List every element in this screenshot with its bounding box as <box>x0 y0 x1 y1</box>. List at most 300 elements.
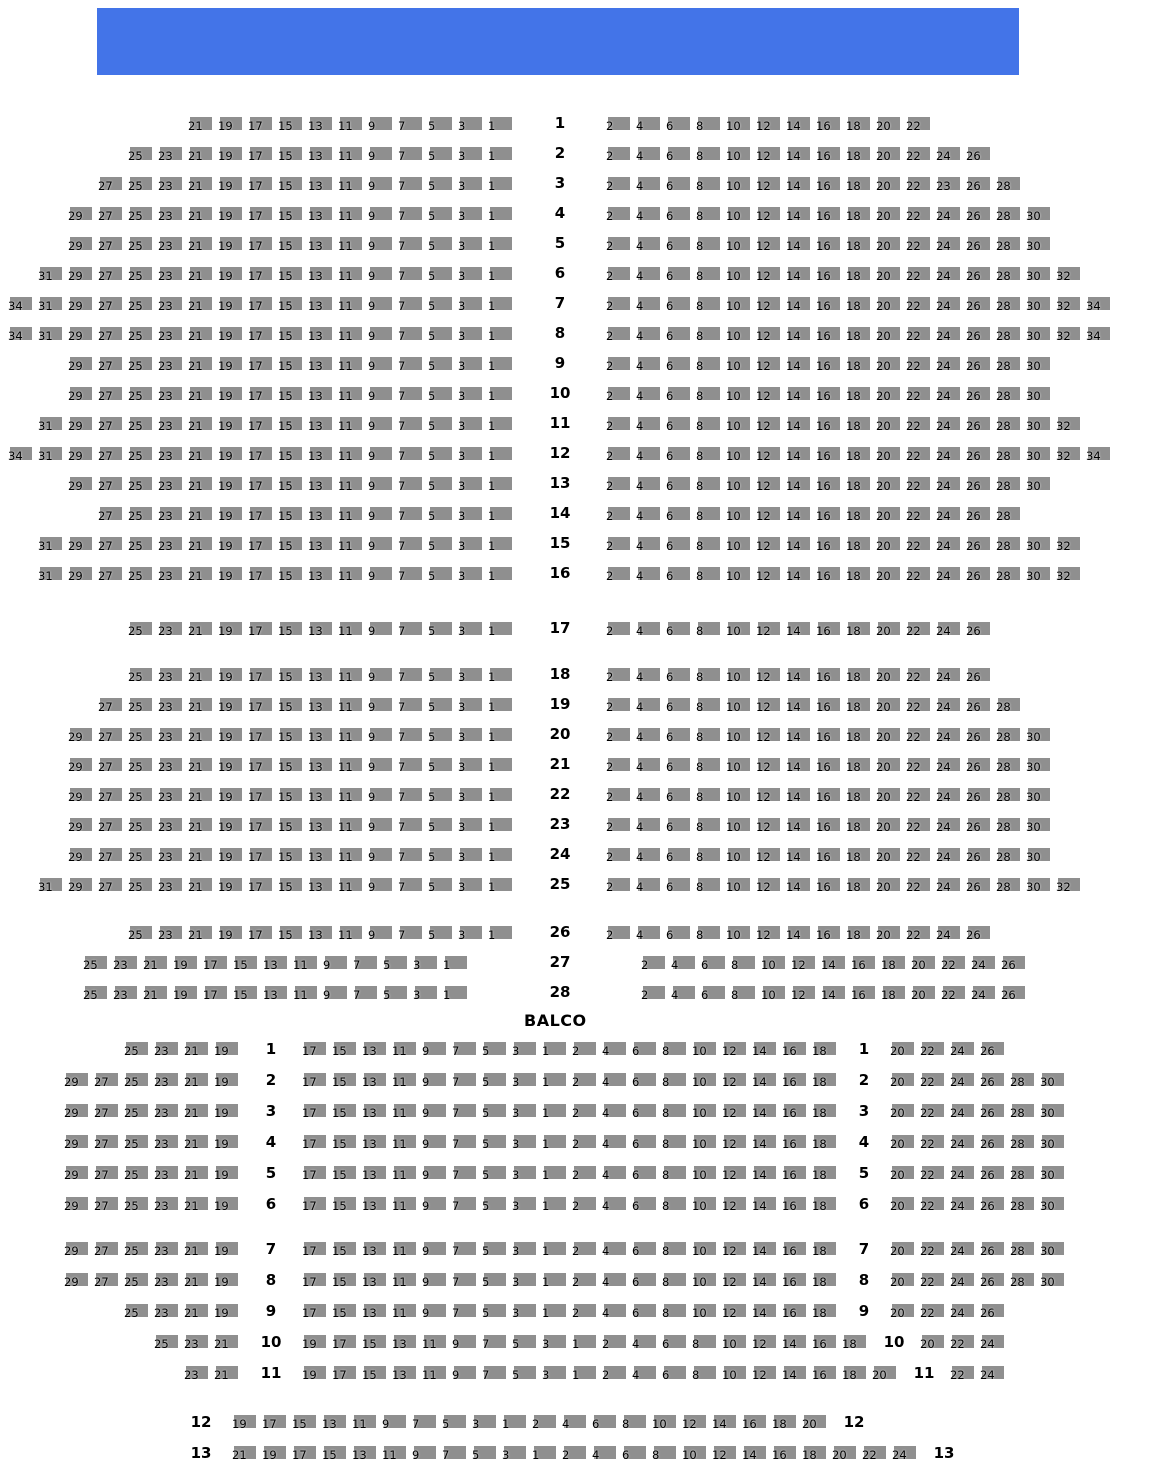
seat[interactable] <box>966 698 990 714</box>
seat[interactable] <box>636 477 660 493</box>
seat[interactable] <box>398 207 422 223</box>
seat[interactable] <box>128 728 152 744</box>
seat[interactable] <box>950 1135 974 1151</box>
seat[interactable] <box>996 537 1020 553</box>
seat[interactable] <box>756 848 780 864</box>
seat[interactable] <box>488 848 512 864</box>
seat[interactable] <box>128 327 152 343</box>
seat[interactable] <box>458 357 482 373</box>
seat[interactable] <box>428 507 452 523</box>
seat[interactable] <box>214 1104 238 1120</box>
seat[interactable] <box>812 1166 836 1182</box>
seat[interactable] <box>890 1104 914 1120</box>
seat[interactable] <box>128 788 152 804</box>
seat[interactable] <box>83 956 107 972</box>
seat[interactable] <box>278 698 302 714</box>
seat[interactable] <box>846 878 870 894</box>
seat[interactable] <box>458 177 482 193</box>
seat[interactable] <box>812 1104 836 1120</box>
seat[interactable] <box>756 878 780 894</box>
seat[interactable] <box>662 1042 686 1058</box>
seat[interactable] <box>572 1273 596 1289</box>
seat[interactable] <box>726 818 750 834</box>
seat[interactable] <box>512 1166 536 1182</box>
seat[interactable] <box>98 327 122 343</box>
seat[interactable] <box>876 477 900 493</box>
seat[interactable] <box>428 818 452 834</box>
seat[interactable] <box>752 1304 776 1320</box>
seat[interactable] <box>278 417 302 433</box>
seat[interactable] <box>154 1304 178 1320</box>
seat[interactable] <box>184 1335 208 1351</box>
seat[interactable] <box>218 447 242 463</box>
seat[interactable] <box>248 758 272 774</box>
seat[interactable] <box>1026 477 1050 493</box>
seat[interactable] <box>636 417 660 433</box>
seat[interactable] <box>936 818 960 834</box>
seat[interactable] <box>782 1166 806 1182</box>
seat[interactable] <box>158 668 182 684</box>
seat[interactable] <box>368 477 392 493</box>
seat[interactable] <box>278 507 302 523</box>
seat[interactable] <box>248 327 272 343</box>
seat[interactable] <box>592 1446 616 1462</box>
seat[interactable] <box>64 1166 88 1182</box>
seat[interactable] <box>458 267 482 283</box>
seat[interactable] <box>158 387 182 403</box>
seat[interactable] <box>666 237 690 253</box>
seat[interactable] <box>996 477 1020 493</box>
seat[interactable] <box>214 1335 238 1351</box>
seat[interactable] <box>936 477 960 493</box>
seat[interactable] <box>662 1073 686 1089</box>
seat[interactable] <box>890 1042 914 1058</box>
seat[interactable] <box>696 878 720 894</box>
seat[interactable] <box>756 758 780 774</box>
seat[interactable] <box>876 327 900 343</box>
seat[interactable] <box>726 507 750 523</box>
seat[interactable] <box>512 1304 536 1320</box>
seat[interactable] <box>906 327 930 343</box>
seat[interactable] <box>782 1197 806 1213</box>
seat[interactable] <box>98 537 122 553</box>
seat[interactable] <box>368 267 392 283</box>
seat[interactable] <box>452 1166 476 1182</box>
seat[interactable] <box>124 1197 148 1213</box>
seat[interactable] <box>398 788 422 804</box>
seat[interactable] <box>173 986 197 1002</box>
seat[interactable] <box>248 207 272 223</box>
seat[interactable] <box>278 788 302 804</box>
seat[interactable] <box>846 698 870 714</box>
seat[interactable] <box>308 327 332 343</box>
seat[interactable] <box>756 297 780 313</box>
seat[interactable] <box>428 788 452 804</box>
seat[interactable] <box>572 1335 596 1351</box>
seat[interactable] <box>572 1135 596 1151</box>
seat[interactable] <box>1026 267 1050 283</box>
seat[interactable] <box>458 147 482 163</box>
seat[interactable] <box>188 507 212 523</box>
seat[interactable] <box>726 357 750 373</box>
seat[interactable] <box>488 357 512 373</box>
seat[interactable] <box>941 986 965 1002</box>
seat[interactable] <box>726 728 750 744</box>
seat[interactable] <box>458 297 482 313</box>
seat[interactable] <box>726 237 750 253</box>
seat[interactable] <box>218 327 242 343</box>
seat[interactable] <box>338 147 362 163</box>
seat[interactable] <box>682 1415 706 1431</box>
seat[interactable] <box>412 1446 436 1462</box>
seat[interactable] <box>332 1304 356 1320</box>
seat[interactable] <box>128 758 152 774</box>
seat[interactable] <box>1026 297 1050 313</box>
seat[interactable] <box>606 537 630 553</box>
seat[interactable] <box>966 818 990 834</box>
seat[interactable] <box>308 297 332 313</box>
seat[interactable] <box>966 926 990 942</box>
seat[interactable] <box>666 567 690 583</box>
seat[interactable] <box>632 1335 656 1351</box>
seat[interactable] <box>218 387 242 403</box>
seat[interactable] <box>1086 297 1110 313</box>
seat[interactable] <box>392 1166 416 1182</box>
seat[interactable] <box>368 297 392 313</box>
seat[interactable] <box>966 848 990 864</box>
seat[interactable] <box>692 1366 716 1382</box>
seat[interactable] <box>218 788 242 804</box>
seat[interactable] <box>392 1304 416 1320</box>
seat[interactable] <box>188 357 212 373</box>
seat[interactable] <box>980 1197 1004 1213</box>
seat[interactable] <box>368 417 392 433</box>
seat[interactable] <box>392 1104 416 1120</box>
seat[interactable] <box>338 818 362 834</box>
seat[interactable] <box>636 758 660 774</box>
seat[interactable] <box>332 1073 356 1089</box>
seat[interactable] <box>502 1415 526 1431</box>
seat[interactable] <box>188 237 212 253</box>
seat[interactable] <box>756 668 780 684</box>
seat[interactable] <box>696 237 720 253</box>
seat[interactable] <box>572 1042 596 1058</box>
seat[interactable] <box>458 447 482 463</box>
seat[interactable] <box>293 986 317 1002</box>
seat[interactable] <box>458 758 482 774</box>
seat[interactable] <box>920 1242 944 1258</box>
seat[interactable] <box>816 728 840 744</box>
seat[interactable] <box>308 267 332 283</box>
seat[interactable] <box>332 1273 356 1289</box>
seat[interactable] <box>756 417 780 433</box>
seat[interactable] <box>398 327 422 343</box>
seat[interactable] <box>482 1104 506 1120</box>
seat[interactable] <box>876 387 900 403</box>
seat[interactable] <box>876 447 900 463</box>
seat[interactable] <box>1010 1242 1034 1258</box>
seat[interactable] <box>214 1197 238 1213</box>
seat[interactable] <box>602 1304 626 1320</box>
seat[interactable] <box>368 818 392 834</box>
seat[interactable] <box>68 728 92 744</box>
seat[interactable] <box>572 1304 596 1320</box>
seat[interactable] <box>188 477 212 493</box>
seat[interactable] <box>458 788 482 804</box>
seat[interactable] <box>452 1366 476 1382</box>
seat[interactable] <box>876 788 900 804</box>
seat[interactable] <box>214 1135 238 1151</box>
seat[interactable] <box>68 417 92 433</box>
seat[interactable] <box>218 207 242 223</box>
seat[interactable] <box>602 1073 626 1089</box>
seat[interactable] <box>398 447 422 463</box>
seat[interactable] <box>68 878 92 894</box>
seat[interactable] <box>278 177 302 193</box>
seat[interactable] <box>302 1104 326 1120</box>
seat[interactable] <box>368 788 392 804</box>
seat[interactable] <box>188 878 212 894</box>
seat[interactable] <box>248 728 272 744</box>
seat[interactable] <box>512 1197 536 1213</box>
seat[interactable] <box>542 1335 566 1351</box>
seat[interactable] <box>722 1135 746 1151</box>
seat[interactable] <box>38 267 62 283</box>
seat[interactable] <box>428 327 452 343</box>
seat[interactable] <box>398 297 422 313</box>
seat[interactable] <box>293 956 317 972</box>
seat[interactable] <box>696 507 720 523</box>
seat[interactable] <box>666 848 690 864</box>
seat[interactable] <box>876 926 900 942</box>
seat[interactable] <box>816 926 840 942</box>
seat[interactable] <box>68 267 92 283</box>
seat[interactable] <box>124 1042 148 1058</box>
seat[interactable] <box>996 728 1020 744</box>
seat[interactable] <box>542 1135 566 1151</box>
seat[interactable] <box>188 147 212 163</box>
seat[interactable] <box>652 1446 676 1462</box>
seat[interactable] <box>966 477 990 493</box>
seat[interactable] <box>362 1104 386 1120</box>
seat[interactable] <box>782 1042 806 1058</box>
seat[interactable] <box>278 537 302 553</box>
seat[interactable] <box>248 567 272 583</box>
seat[interactable] <box>602 1273 626 1289</box>
seat[interactable] <box>338 297 362 313</box>
seat[interactable] <box>666 417 690 433</box>
seat[interactable] <box>602 1242 626 1258</box>
seat[interactable] <box>696 567 720 583</box>
seat[interactable] <box>666 818 690 834</box>
seat[interactable] <box>128 698 152 714</box>
seat[interactable] <box>278 327 302 343</box>
seat[interactable] <box>980 1366 1004 1382</box>
seat[interactable] <box>8 327 32 343</box>
seat[interactable] <box>662 1166 686 1182</box>
seat[interactable] <box>950 1304 974 1320</box>
seat[interactable] <box>113 956 137 972</box>
seat[interactable] <box>876 507 900 523</box>
seat[interactable] <box>488 622 512 638</box>
seat[interactable] <box>332 1166 356 1182</box>
seat[interactable] <box>542 1197 566 1213</box>
seat[interactable] <box>1086 327 1110 343</box>
seat[interactable] <box>542 1104 566 1120</box>
seat[interactable] <box>816 327 840 343</box>
seat[interactable] <box>458 848 482 864</box>
seat[interactable] <box>980 1242 1004 1258</box>
seat[interactable] <box>606 567 630 583</box>
seat[interactable] <box>782 1273 806 1289</box>
seat[interactable] <box>38 297 62 313</box>
seat[interactable] <box>128 237 152 253</box>
seat[interactable] <box>761 956 785 972</box>
seat[interactable] <box>154 1166 178 1182</box>
seat[interactable] <box>38 327 62 343</box>
seat[interactable] <box>128 567 152 583</box>
seat[interactable] <box>98 447 122 463</box>
seat[interactable] <box>1056 417 1080 433</box>
seat[interactable] <box>452 1104 476 1120</box>
seat[interactable] <box>1026 417 1050 433</box>
seat[interactable] <box>572 1366 596 1382</box>
seat[interactable] <box>722 1304 746 1320</box>
seat[interactable] <box>128 447 152 463</box>
seat[interactable] <box>94 1166 118 1182</box>
seat[interactable] <box>980 1335 1004 1351</box>
seat[interactable] <box>488 267 512 283</box>
seat[interactable] <box>920 1304 944 1320</box>
seat[interactable] <box>726 537 750 553</box>
seat[interactable] <box>218 237 242 253</box>
seat[interactable] <box>756 698 780 714</box>
seat[interactable] <box>666 507 690 523</box>
seat[interactable] <box>98 878 122 894</box>
seat[interactable] <box>996 177 1020 193</box>
seat[interactable] <box>362 1273 386 1289</box>
seat[interactable] <box>308 177 332 193</box>
seat[interactable] <box>842 1335 866 1351</box>
seat[interactable] <box>1010 1073 1034 1089</box>
seat[interactable] <box>248 117 272 133</box>
seat[interactable] <box>592 1415 616 1431</box>
seat[interactable] <box>851 986 875 1002</box>
seat[interactable] <box>98 728 122 744</box>
seat[interactable] <box>936 926 960 942</box>
seat[interactable] <box>488 537 512 553</box>
seat[interactable] <box>756 788 780 804</box>
seat[interactable] <box>322 1446 346 1462</box>
seat[interactable] <box>936 848 960 864</box>
seat[interactable] <box>278 207 302 223</box>
seat[interactable] <box>726 477 750 493</box>
seat[interactable] <box>362 1042 386 1058</box>
seat[interactable] <box>906 728 930 744</box>
seat[interactable] <box>188 567 212 583</box>
seat[interactable] <box>98 758 122 774</box>
seat[interactable] <box>906 417 930 433</box>
seat[interactable] <box>302 1042 326 1058</box>
seat[interactable] <box>248 698 272 714</box>
seat[interactable] <box>851 956 875 972</box>
seat[interactable] <box>368 758 392 774</box>
seat[interactable] <box>662 1104 686 1120</box>
seat[interactable] <box>726 567 750 583</box>
seat[interactable] <box>636 267 660 283</box>
seat[interactable] <box>936 668 960 684</box>
seat[interactable] <box>68 818 92 834</box>
seat[interactable] <box>158 926 182 942</box>
seat[interactable] <box>966 147 990 163</box>
seat[interactable] <box>722 1197 746 1213</box>
seat[interactable] <box>128 387 152 403</box>
seat[interactable] <box>906 567 930 583</box>
seat[interactable] <box>458 926 482 942</box>
seat[interactable] <box>692 1304 716 1320</box>
seat[interactable] <box>292 1415 316 1431</box>
seat[interactable] <box>812 1042 836 1058</box>
seat[interactable] <box>1040 1073 1064 1089</box>
seat[interactable] <box>458 327 482 343</box>
seat[interactable] <box>812 1273 836 1289</box>
seat[interactable] <box>398 417 422 433</box>
seat[interactable] <box>996 357 1020 373</box>
seat[interactable] <box>158 357 182 373</box>
seat[interactable] <box>512 1366 536 1382</box>
seat[interactable] <box>966 267 990 283</box>
seat[interactable] <box>816 297 840 313</box>
seat[interactable] <box>308 878 332 894</box>
seat[interactable] <box>98 507 122 523</box>
seat[interactable] <box>636 147 660 163</box>
seat[interactable] <box>842 1366 866 1382</box>
seat[interactable] <box>846 117 870 133</box>
seat[interactable] <box>278 477 302 493</box>
seat[interactable] <box>332 1135 356 1151</box>
seat[interactable] <box>368 507 392 523</box>
seat[interactable] <box>124 1073 148 1089</box>
seat[interactable] <box>876 848 900 864</box>
seat[interactable] <box>218 668 242 684</box>
seat[interactable] <box>428 357 452 373</box>
seat[interactable] <box>996 818 1020 834</box>
seat[interactable] <box>996 848 1020 864</box>
seat[interactable] <box>452 1242 476 1258</box>
seat[interactable] <box>692 1135 716 1151</box>
seat[interactable] <box>158 207 182 223</box>
seat[interactable] <box>1026 818 1050 834</box>
seat[interactable] <box>996 297 1020 313</box>
seat[interactable] <box>158 267 182 283</box>
seat[interactable] <box>786 668 810 684</box>
seat[interactable] <box>572 1104 596 1120</box>
seat[interactable] <box>606 297 630 313</box>
seat[interactable] <box>712 1446 736 1462</box>
seat[interactable] <box>488 758 512 774</box>
seat[interactable] <box>302 1242 326 1258</box>
seat[interactable] <box>812 1197 836 1213</box>
seat[interactable] <box>352 1446 376 1462</box>
seat[interactable] <box>38 878 62 894</box>
seat[interactable] <box>338 567 362 583</box>
seat[interactable] <box>428 567 452 583</box>
seat[interactable] <box>606 878 630 894</box>
seat[interactable] <box>636 818 660 834</box>
seat[interactable] <box>332 1335 356 1351</box>
seat[interactable] <box>696 758 720 774</box>
seat[interactable] <box>606 117 630 133</box>
